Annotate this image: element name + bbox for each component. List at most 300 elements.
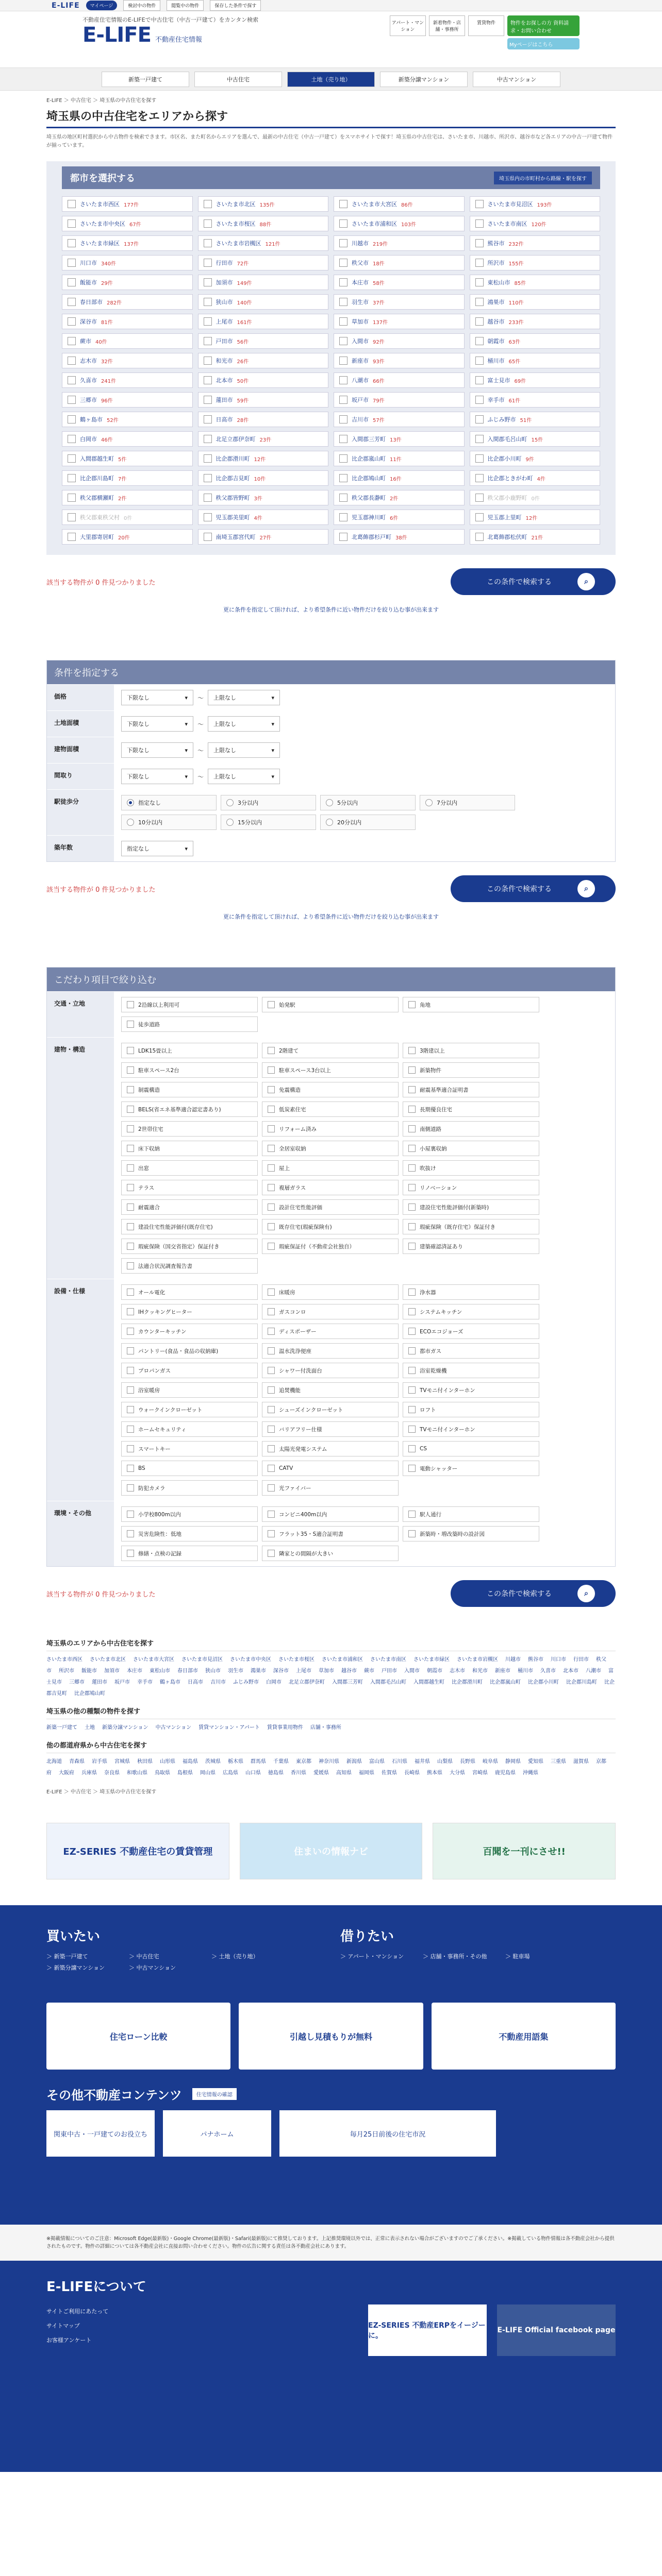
city-checkbox[interactable] — [334, 353, 465, 368]
text-link[interactable]: 岡山県 — [200, 1770, 216, 1776]
city-checkbox[interactable] — [334, 510, 465, 525]
price-max-select[interactable]: 上限なし ▾ — [208, 690, 280, 705]
text-link[interactable]: 鴻巣市 — [251, 1668, 266, 1674]
feature-checkbox[interactable] — [121, 1324, 258, 1339]
feature-checkbox[interactable] — [262, 1402, 399, 1417]
text-link[interactable]: 山梨県 — [437, 1759, 453, 1765]
walk-radio[interactable] — [320, 815, 416, 830]
feature-checkbox[interactable] — [403, 1121, 539, 1137]
search-button[interactable] — [451, 875, 616, 902]
bldg-max-select[interactable]: 上限なし ▾ — [208, 742, 280, 758]
walk-radio[interactable] — [420, 795, 515, 810]
city-checkbox[interactable] — [334, 216, 465, 231]
text-link[interactable]: 中古マンション — [155, 1725, 192, 1731]
feature-checkbox[interactable] — [121, 1180, 258, 1195]
feature-checkbox[interactable] — [121, 1441, 258, 1456]
text-link[interactable]: 賃貸マンション・アパート — [198, 1725, 260, 1731]
text-link[interactable]: 新築一戸建て — [46, 1725, 77, 1731]
ez-series-banner[interactable]: EZ-SERIES 不動産ERPをイージーに。 — [368, 2304, 487, 2356]
feature-checkbox[interactable] — [121, 1284, 258, 1300]
feature-checkbox[interactable] — [121, 1141, 258, 1156]
feature-checkbox[interactable] — [262, 1199, 399, 1215]
text-link[interactable]: 広島県 — [223, 1770, 238, 1776]
feature-checkbox[interactable] — [121, 1062, 258, 1078]
text-link[interactable]: 入間郡毛呂山町 — [370, 1680, 406, 1685]
text-link[interactable]: 比企郡川島町 — [566, 1680, 597, 1685]
text-link[interactable]: 島根県 — [177, 1770, 193, 1776]
text-link[interactable]: 香川県 — [291, 1770, 306, 1776]
feature-checkbox[interactable] — [403, 1304, 539, 1319]
text-link[interactable]: 富士見市 — [46, 1668, 614, 1685]
city-checkbox[interactable] — [470, 216, 601, 231]
feature-checkbox[interactable] — [403, 1160, 539, 1176]
moving-banner[interactable]: 引越し見積もりが無料 — [239, 2003, 423, 2070]
city-checkbox[interactable] — [62, 392, 193, 408]
text-link[interactable]: 秩父市 — [46, 1657, 606, 1674]
text-link[interactable]: さいたま市浦和区 — [322, 1657, 363, 1663]
text-link[interactable]: さいたま市桜区 — [278, 1657, 315, 1663]
feature-checkbox[interactable] — [121, 1480, 258, 1496]
text-link[interactable]: 大分県 — [450, 1770, 465, 1776]
city-checkbox[interactable] — [334, 333, 465, 349]
banner-hyakubun[interactable]: 百聞を一刊にさせ!! — [433, 1823, 616, 1879]
text-link[interactable]: 群馬県 — [251, 1759, 266, 1765]
feature-checkbox[interactable] — [262, 1082, 399, 1097]
text-link[interactable]: 石川県 — [392, 1759, 407, 1765]
feature-checkbox[interactable] — [262, 1382, 399, 1398]
city-checkbox[interactable] — [334, 196, 465, 212]
city-checkbox[interactable] — [334, 314, 465, 329]
city-checkbox[interactable] — [470, 510, 601, 525]
text-link[interactable]: 賃貸事業用物件 — [267, 1725, 303, 1731]
considering-link[interactable]: 検討中の物件 — [123, 0, 160, 11]
city-checkbox[interactable] — [334, 372, 465, 388]
footer-link[interactable]: ＞ 中古マンション — [129, 1964, 176, 1971]
city-checkbox[interactable] — [198, 412, 329, 427]
about-link[interactable]: サイトマップ — [46, 2323, 80, 2329]
feature-checkbox[interactable] — [403, 1219, 539, 1234]
city-checkbox[interactable] — [62, 216, 193, 231]
glossary-banner[interactable]: 不動産用語集 — [432, 2003, 616, 2070]
text-link[interactable]: 幸手市 — [137, 1680, 153, 1685]
feature-checkbox[interactable] — [403, 1441, 539, 1456]
feature-checkbox[interactable] — [262, 1506, 399, 1522]
other-banner-1[interactable]: 関東中古・一戸建てのお役立ち — [46, 2110, 155, 2157]
text-link[interactable]: 東京都 — [296, 1759, 311, 1765]
city-checkbox[interactable] — [198, 470, 329, 486]
text-link[interactable]: 静岡県 — [505, 1759, 521, 1765]
feature-checkbox[interactable] — [403, 1180, 539, 1195]
feature-checkbox[interactable] — [262, 1062, 399, 1078]
city-checkbox[interactable] — [198, 255, 329, 270]
footer-link[interactable]: ＞ 店舗・事務所・その他 — [423, 1953, 487, 1960]
text-link[interactable]: 山口県 — [245, 1770, 261, 1776]
feature-checkbox[interactable] — [121, 1258, 258, 1274]
city-checkbox[interactable] — [470, 529, 601, 545]
feature-checkbox[interactable] — [262, 1461, 399, 1476]
text-link[interactable]: 春日部市 — [177, 1668, 198, 1674]
city-checkbox[interactable] — [470, 372, 601, 388]
about-link[interactable]: お客様アンケート — [46, 2337, 92, 2344]
feature-checkbox[interactable] — [121, 1219, 258, 1234]
city-checkbox[interactable] — [198, 275, 329, 290]
city-checkbox[interactable] — [62, 353, 193, 368]
city-checkbox[interactable] — [470, 294, 601, 310]
nav-used-house[interactable]: 中古住宅 — [194, 72, 282, 87]
layout-min-select[interactable]: 下限なし ▾ — [121, 769, 193, 784]
city-checkbox[interactable] — [62, 372, 193, 388]
city-checkbox[interactable] — [334, 490, 465, 505]
city-checkbox[interactable] — [334, 412, 465, 427]
footer-link[interactable]: ＞ アパート・マンション — [340, 1953, 404, 1960]
text-link[interactable]: さいたま市中央区 — [230, 1657, 271, 1663]
text-link[interactable]: 土地 — [85, 1725, 95, 1731]
walk-radio[interactable] — [121, 795, 217, 810]
feature-checkbox[interactable] — [403, 1506, 539, 1522]
rental-button[interactable]: 賃貸物件 — [468, 15, 504, 36]
feature-checkbox[interactable] — [121, 1160, 258, 1176]
search-button[interactable] — [451, 568, 616, 595]
nav-new-mansion[interactable]: 新築分譲マンション — [380, 72, 468, 87]
text-link[interactable]: ふじみ野市 — [233, 1680, 259, 1685]
city-checkbox[interactable] — [470, 275, 601, 290]
city-checkbox[interactable] — [62, 196, 193, 212]
text-link[interactable]: 飯能市 — [81, 1668, 97, 1674]
text-link[interactable]: 川越市 — [505, 1657, 521, 1663]
text-link[interactable]: 和光市 — [472, 1668, 488, 1674]
text-link[interactable]: 鹿児島県 — [495, 1770, 516, 1776]
text-link[interactable]: 羽生市 — [228, 1668, 243, 1674]
city-checkbox[interactable] — [62, 294, 193, 310]
feature-checkbox[interactable] — [121, 1082, 258, 1097]
feature-checkbox[interactable] — [403, 1284, 539, 1300]
search-button[interactable] — [451, 1580, 616, 1607]
text-link[interactable]: 入間郡越生町 — [413, 1680, 444, 1685]
text-link[interactable]: 鶴ヶ島市 — [160, 1680, 180, 1685]
feature-checkbox[interactable] — [262, 1160, 399, 1176]
text-link[interactable]: 高知県 — [336, 1770, 352, 1776]
apartment-button[interactable]: アパート・マンション — [390, 15, 426, 36]
text-link[interactable]: 宮城県 — [114, 1759, 130, 1765]
city-checkbox[interactable] — [470, 353, 601, 368]
feature-checkbox[interactable] — [403, 1382, 539, 1398]
city-checkbox[interactable] — [62, 451, 193, 466]
feature-checkbox[interactable] — [262, 1421, 399, 1437]
text-link[interactable]: 長崎県 — [404, 1770, 420, 1776]
text-link[interactable]: さいたま市緑区 — [413, 1657, 450, 1663]
city-checkbox[interactable] — [470, 235, 601, 251]
text-link[interactable]: 兵庫県 — [81, 1770, 97, 1776]
feature-checkbox[interactable] — [262, 1121, 399, 1137]
text-link[interactable]: 新築分譲マンション — [102, 1725, 148, 1731]
feature-checkbox[interactable] — [403, 1343, 539, 1359]
feature-checkbox[interactable] — [121, 1402, 258, 1417]
text-link[interactable]: 愛知県 — [528, 1759, 543, 1765]
text-link[interactable]: 三郷市 — [69, 1680, 85, 1685]
city-checkbox[interactable] — [198, 196, 329, 212]
text-link[interactable]: 所沢市 — [59, 1668, 74, 1674]
text-link[interactable]: 神奈川県 — [319, 1759, 339, 1765]
text-link[interactable]: 千葉県 — [273, 1759, 289, 1765]
text-link[interactable]: 桶川市 — [518, 1668, 533, 1674]
city-checkbox[interactable] — [198, 314, 329, 329]
logo[interactable]: E-LIFE — [82, 23, 151, 47]
text-link[interactable]: 比企郡吉見町 — [46, 1680, 615, 1697]
feature-checkbox[interactable] — [121, 1304, 258, 1319]
city-checkbox[interactable] — [198, 490, 329, 505]
text-link[interactable]: 佐賀県 — [382, 1770, 397, 1776]
city-checkbox[interactable] — [198, 431, 329, 447]
banner-ez[interactable]: EZ-SERIES 不動産住宅の賃貸管理 — [46, 1823, 229, 1879]
price-min-select[interactable]: 下限なし ▾ — [121, 690, 193, 705]
city-checkbox[interactable] — [62, 275, 193, 290]
city-checkbox[interactable] — [198, 235, 329, 251]
city-checkbox[interactable] — [334, 294, 465, 310]
city-checkbox[interactable] — [470, 431, 601, 447]
city-checkbox[interactable] — [470, 314, 601, 329]
city-checkbox[interactable] — [334, 275, 465, 290]
city-checkbox[interactable] — [470, 392, 601, 408]
text-link[interactable]: 滋賀県 — [573, 1759, 589, 1765]
city-checkbox[interactable] — [470, 412, 601, 427]
text-link[interactable]: 熊本県 — [427, 1770, 442, 1776]
walk-radio[interactable] — [320, 795, 416, 810]
feature-checkbox[interactable] — [121, 1461, 258, 1476]
nav-used-mansion[interactable]: 中古マンション — [473, 72, 560, 87]
feature-checkbox[interactable] — [121, 1421, 258, 1437]
inquiry-button[interactable]: 物件をお探しの方 資料請求・お問い合わせ — [507, 15, 580, 36]
land-min-select[interactable]: 下限なし ▾ — [121, 716, 193, 732]
text-link[interactable]: 大阪府 — [59, 1770, 74, 1776]
feature-checkbox[interactable] — [121, 1121, 258, 1137]
layout-max-select[interactable]: 上限なし ▾ — [208, 769, 280, 784]
city-checkbox[interactable] — [198, 451, 329, 466]
feature-checkbox[interactable] — [403, 1062, 539, 1078]
feature-checkbox[interactable] — [262, 1324, 399, 1339]
text-link[interactable]: 新座市 — [495, 1668, 510, 1674]
breadcrumb-bottom[interactable]: E-LIFE ＞ 中古住宅 ＞ 埼玉県の中古住宅を探す — [46, 1789, 157, 1795]
city-checkbox[interactable] — [334, 235, 465, 251]
feature-checkbox[interactable] — [403, 1043, 539, 1058]
feature-checkbox[interactable] — [403, 1363, 539, 1378]
text-link[interactable]: 岩手県 — [92, 1759, 107, 1765]
about-link[interactable]: サイトご利用にあたって — [46, 2308, 109, 2315]
city-checkbox[interactable] — [198, 392, 329, 408]
text-link[interactable]: 富山県 — [369, 1759, 385, 1765]
feature-checkbox[interactable] — [121, 1239, 258, 1254]
feature-checkbox[interactable] — [121, 1199, 258, 1215]
text-link[interactable]: 茨城県 — [205, 1759, 221, 1765]
feature-checkbox[interactable] — [121, 1363, 258, 1378]
text-link[interactable]: 白岡市 — [266, 1680, 282, 1685]
city-checkbox[interactable] — [198, 216, 329, 231]
feature-checkbox[interactable] — [262, 1043, 399, 1058]
text-link[interactable]: 和歌山県 — [127, 1770, 147, 1776]
text-link[interactable]: 北海道 — [46, 1759, 62, 1765]
text-link[interactable]: 朝霞市 — [427, 1668, 442, 1674]
city-checkbox[interactable] — [198, 529, 329, 545]
city-checkbox[interactable] — [62, 255, 193, 270]
text-link[interactable]: さいたま市北区 — [90, 1657, 126, 1663]
viewed-link[interactable]: 閲覧中の物件 — [167, 0, 204, 11]
text-link[interactable]: 宮崎県 — [472, 1770, 488, 1776]
feature-checkbox[interactable] — [121, 1101, 258, 1117]
text-link[interactable]: 京都府 — [46, 1759, 606, 1776]
city-checkbox[interactable] — [334, 451, 465, 466]
text-link[interactable]: 栃木県 — [228, 1759, 243, 1765]
city-checkbox[interactable] — [334, 470, 465, 486]
text-link[interactable]: 比企郡滑川町 — [452, 1680, 483, 1685]
feature-checkbox[interactable] — [121, 1382, 258, 1398]
land-max-select[interactable]: 上限なし ▾ — [208, 716, 280, 732]
text-link[interactable]: さいたま市南区 — [370, 1657, 406, 1663]
city-checkbox[interactable] — [62, 431, 193, 447]
feature-checkbox[interactable] — [403, 1402, 539, 1417]
text-link[interactable]: 日高市 — [188, 1680, 203, 1685]
feature-checkbox[interactable] — [262, 1180, 399, 1195]
text-link[interactable]: 岐阜県 — [483, 1759, 498, 1765]
text-link[interactable]: 比企郡小川町 — [528, 1680, 559, 1685]
walk-radio[interactable] — [221, 795, 316, 810]
city-checkbox[interactable] — [198, 510, 329, 525]
text-link[interactable]: 長野県 — [460, 1759, 475, 1765]
route-search-button[interactable]: 埼玉県内の市町村から路線・駅を探す — [494, 172, 592, 184]
text-link[interactable]: 坂戸市 — [114, 1680, 130, 1685]
text-link[interactable]: 店舗・事務所 — [310, 1725, 341, 1731]
feature-checkbox[interactable] — [403, 997, 539, 1012]
feature-checkbox[interactable] — [262, 1363, 399, 1378]
text-link[interactable]: 行田市 — [573, 1657, 589, 1663]
feature-checkbox[interactable] — [403, 1141, 539, 1156]
feature-checkbox[interactable] — [121, 997, 258, 1012]
text-link[interactable]: 比企郡鳩山町 — [74, 1691, 105, 1697]
city-checkbox[interactable] — [62, 470, 193, 486]
feature-checkbox[interactable] — [403, 1461, 539, 1476]
city-checkbox[interactable] — [62, 529, 193, 545]
footer-link[interactable]: ＞ 新築一戸建て — [46, 1953, 88, 1960]
feature-checkbox[interactable] — [403, 1082, 539, 1097]
feature-checkbox[interactable] — [403, 1101, 539, 1117]
city-checkbox[interactable] — [334, 392, 465, 408]
city-checkbox[interactable] — [334, 431, 465, 447]
text-link[interactable]: さいたま市岩槻区 — [457, 1657, 498, 1663]
feature-checkbox[interactable] — [121, 1546, 258, 1561]
feature-checkbox[interactable] — [262, 1284, 399, 1300]
city-checkbox[interactable] — [198, 333, 329, 349]
text-link[interactable]: 八潮市 — [586, 1668, 601, 1674]
text-link[interactable]: 加須市 — [104, 1668, 120, 1674]
mypage-button[interactable]: Myページはこちら — [507, 38, 580, 49]
text-link[interactable]: 秋田県 — [137, 1759, 153, 1765]
walk-radio[interactable] — [221, 815, 316, 830]
feature-checkbox[interactable] — [121, 1526, 258, 1541]
city-checkbox[interactable] — [62, 235, 193, 251]
text-link[interactable]: 青森県 — [69, 1759, 85, 1765]
feature-checkbox[interactable] — [403, 1421, 539, 1437]
city-checkbox[interactable] — [470, 333, 601, 349]
feature-checkbox[interactable] — [403, 1199, 539, 1215]
text-link[interactable]: 比企郡嵐山町 — [490, 1680, 521, 1685]
city-checkbox[interactable] — [62, 333, 193, 349]
feature-checkbox[interactable] — [262, 1304, 399, 1319]
text-link[interactable]: 草加市 — [319, 1668, 334, 1674]
text-link[interactable]: 愛媛県 — [313, 1770, 329, 1776]
text-link[interactable]: 福岡県 — [359, 1770, 374, 1776]
breadcrumb[interactable]: E-LIFE ＞ 中古住宅 ＞ 埼玉県の中古住宅を探す — [46, 98, 157, 104]
nav-new-house[interactable]: 新築一戸建て — [102, 72, 189, 87]
banner-navi[interactable]: 住まいの情報ナビ — [240, 1823, 423, 1879]
feature-checkbox[interactable] — [121, 1343, 258, 1359]
text-link[interactable]: 志木市 — [450, 1668, 465, 1674]
feature-checkbox[interactable] — [121, 1043, 258, 1058]
feature-checkbox[interactable] — [262, 1343, 399, 1359]
city-checkbox[interactable] — [62, 412, 193, 427]
text-link[interactable]: 徳島県 — [268, 1770, 284, 1776]
feature-checkbox[interactable] — [262, 1546, 399, 1561]
text-link[interactable]: 深谷市 — [273, 1668, 289, 1674]
city-checkbox[interactable] — [62, 314, 193, 329]
text-link[interactable]: 沖縄県 — [523, 1770, 538, 1776]
text-link[interactable]: 三重県 — [551, 1759, 566, 1765]
footer-link[interactable]: ＞ 土地（売り地） — [211, 1953, 259, 1960]
text-link[interactable]: 川口市 — [551, 1657, 566, 1663]
city-checkbox[interactable] — [470, 196, 601, 212]
footer-link[interactable]: ＞ 新築分譲マンション — [46, 1964, 105, 1971]
text-link[interactable]: 蕨市 — [364, 1668, 374, 1674]
text-link[interactable]: 福島県 — [183, 1759, 198, 1765]
text-link[interactable]: 新潟県 — [346, 1759, 362, 1765]
feature-checkbox[interactable] — [403, 1526, 539, 1541]
text-link[interactable]: 上尾市 — [296, 1668, 311, 1674]
text-link[interactable]: 山形県 — [160, 1759, 175, 1765]
city-checkbox[interactable] — [334, 255, 465, 270]
feature-checkbox[interactable] — [262, 1101, 399, 1117]
text-link[interactable]: 本庄市 — [127, 1668, 142, 1674]
text-link[interactable]: 入間市 — [404, 1668, 420, 1674]
text-link[interactable]: 奈良県 — [104, 1770, 120, 1776]
mypage-link[interactable]: マイページ — [86, 1, 118, 10]
feature-checkbox[interactable] — [403, 1239, 539, 1254]
bldg-min-select[interactable]: 下限なし ▾ — [121, 742, 193, 758]
facebook-banner[interactable]: E-LIFE Official facebook page — [497, 2304, 616, 2356]
text-link[interactable]: 越谷市 — [341, 1668, 357, 1674]
city-checkbox[interactable] — [62, 490, 193, 505]
text-link[interactable]: 蓮田市 — [92, 1680, 107, 1685]
text-link[interactable]: 鳥取県 — [155, 1770, 170, 1776]
footer-link[interactable]: ＞ 中古住宅 — [129, 1953, 159, 1960]
city-checkbox[interactable] — [198, 294, 329, 310]
city-checkbox[interactable] — [198, 372, 329, 388]
shop-button[interactable]: 新着物件・店舗・事務所 — [429, 15, 465, 36]
other-banner-3[interactable]: 毎月25日前後の住宅市況 — [279, 2110, 496, 2157]
feature-checkbox[interactable] — [403, 1324, 539, 1339]
city-checkbox[interactable] — [470, 451, 601, 466]
feature-checkbox[interactable] — [121, 1506, 258, 1522]
city-checkbox[interactable] — [470, 255, 601, 270]
footer-link[interactable]: ＞ 駐車場 — [505, 1953, 530, 1960]
text-link[interactable]: 東松山市 — [150, 1668, 170, 1674]
feature-checkbox[interactable] — [262, 1239, 399, 1254]
text-link[interactable]: さいたま市大宮区 — [133, 1657, 174, 1663]
walk-radio[interactable] — [121, 815, 217, 830]
text-link[interactable]: 久喜市 — [540, 1668, 556, 1674]
feature-checkbox[interactable] — [262, 997, 399, 1012]
text-link[interactable]: 狭山市 — [205, 1668, 221, 1674]
other-banner-2[interactable]: パナホーム — [163, 2110, 271, 2157]
text-link[interactable]: 福井県 — [415, 1759, 430, 1765]
age-select[interactable]: 指定なし ▾ — [121, 841, 193, 856]
feature-checkbox[interactable] — [262, 1141, 399, 1156]
